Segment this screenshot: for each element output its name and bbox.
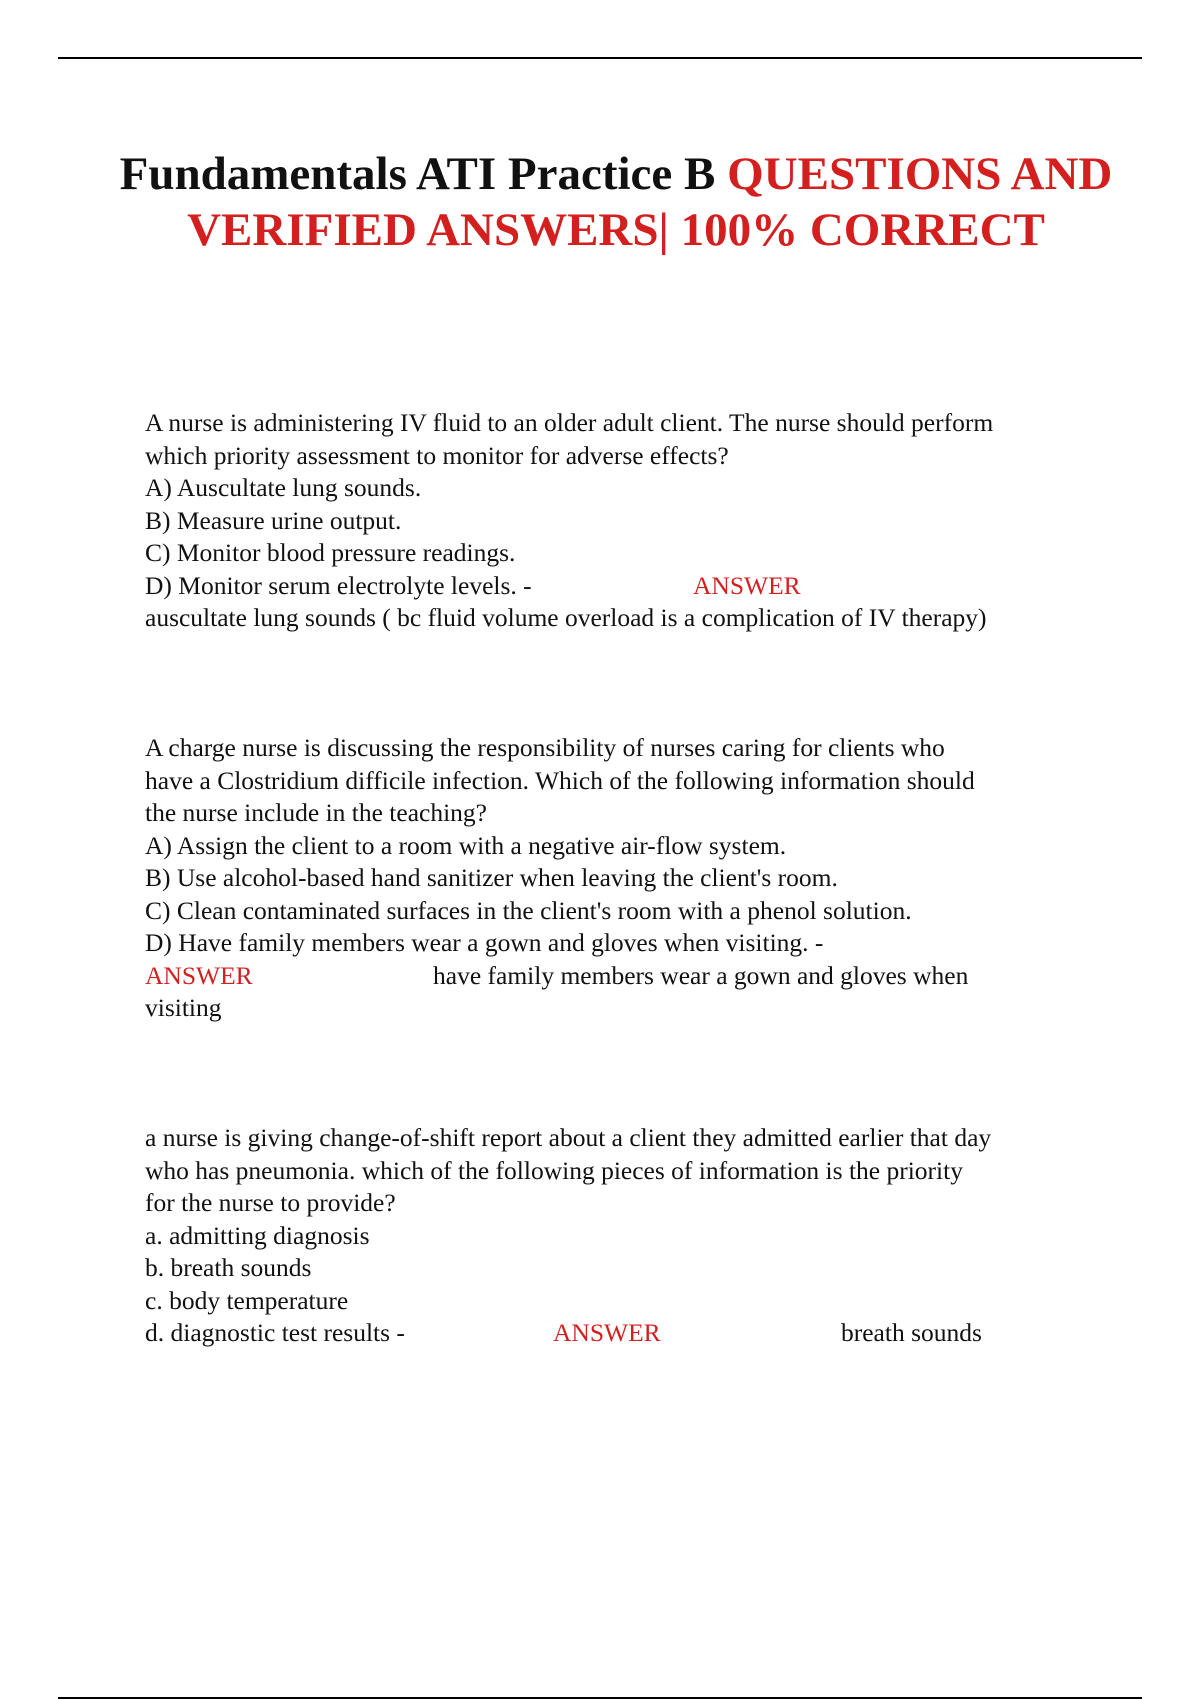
question-1 — [145, 407, 1105, 635]
question-3-stem-line: a nurse is giving change-of-shift report about a client they admitted earlier that day — [145, 1123, 992, 1152]
question-1-option-b: B) Measure urine output. — [145, 505, 402, 535]
question-3-stem-line: who has pneumonia. which of the following pieces of information is the priority — [145, 1155, 963, 1185]
question-3 — [145, 1122, 1105, 1350]
document-title — [100, 146, 1132, 258]
question-2-option-c: C) Clean contaminated surfaces in the client's room with a phenol solution. — [145, 895, 912, 925]
title-text: Fundamentals ATI Practice B — [119, 148, 716, 200]
question-1-option-a: A) Auscultate lung sounds. — [145, 473, 422, 502]
question-3-option-c: c. body temperature — [145, 1285, 349, 1315]
question-3-option-a: a. admitting diagnosis — [145, 1220, 370, 1250]
question-3-option-d: d. diagnostic test results - — [145, 1318, 405, 1347]
question-2-answer-continued: visiting — [145, 993, 222, 1022]
title-highlight: QUESTIONS AND VERIFIED ANSWERS| 100% CORRECT — [187, 148, 1113, 256]
question-1-stem-line: which priority assessment to monitor for adverse effects? — [145, 440, 729, 470]
question-3-answer: breath sounds — [841, 1318, 982, 1347]
question-3-stem-line: for the nurse to provide? — [145, 1188, 396, 1217]
question-3-answer-label: ANSWER — [553, 1318, 661, 1347]
question-2-stem-line: the nurse include in the teaching? — [145, 798, 487, 827]
question-1-answer-label: ANSWER — [693, 570, 801, 600]
top-rule — [58, 57, 1142, 59]
question-2-option-a: A) Assign the client to a room with a negative air-flow system. — [145, 830, 787, 860]
question-2-answer: have family members wear a gown and gloves when — [433, 960, 969, 990]
question-1-answer: auscultate lung sounds ( bc fluid volume overload is a complication of IV therapy) — [145, 603, 987, 632]
question-2-stem-line: A charge nurse is discussing the responsibility of nurses caring for clients who — [145, 733, 945, 762]
question-1-option-d: D) Monitor serum electrolyte levels. - — [145, 570, 532, 600]
question-1-option-c: C) Monitor blood pressure readings. — [145, 538, 516, 567]
question-2-option-d: D) Have family members wear a gown and gloves when visiting. - — [145, 928, 824, 957]
question-2-option-b: B) Use alcohol-based hand sanitizer when leaving the client's room. — [145, 863, 838, 892]
question-2 — [145, 732, 1105, 1025]
question-2-stem-line: have a Clostridium difficile infection. Which of the following information should — [145, 765, 975, 795]
bottom-rule — [58, 1697, 1142, 1699]
question-3-option-b: b. breath sounds — [145, 1253, 312, 1282]
question-2-answer-label: ANSWER — [145, 960, 253, 990]
question-1-stem-line: A nurse is administering IV fluid to an older adult client. The nurse should perform — [145, 408, 994, 437]
